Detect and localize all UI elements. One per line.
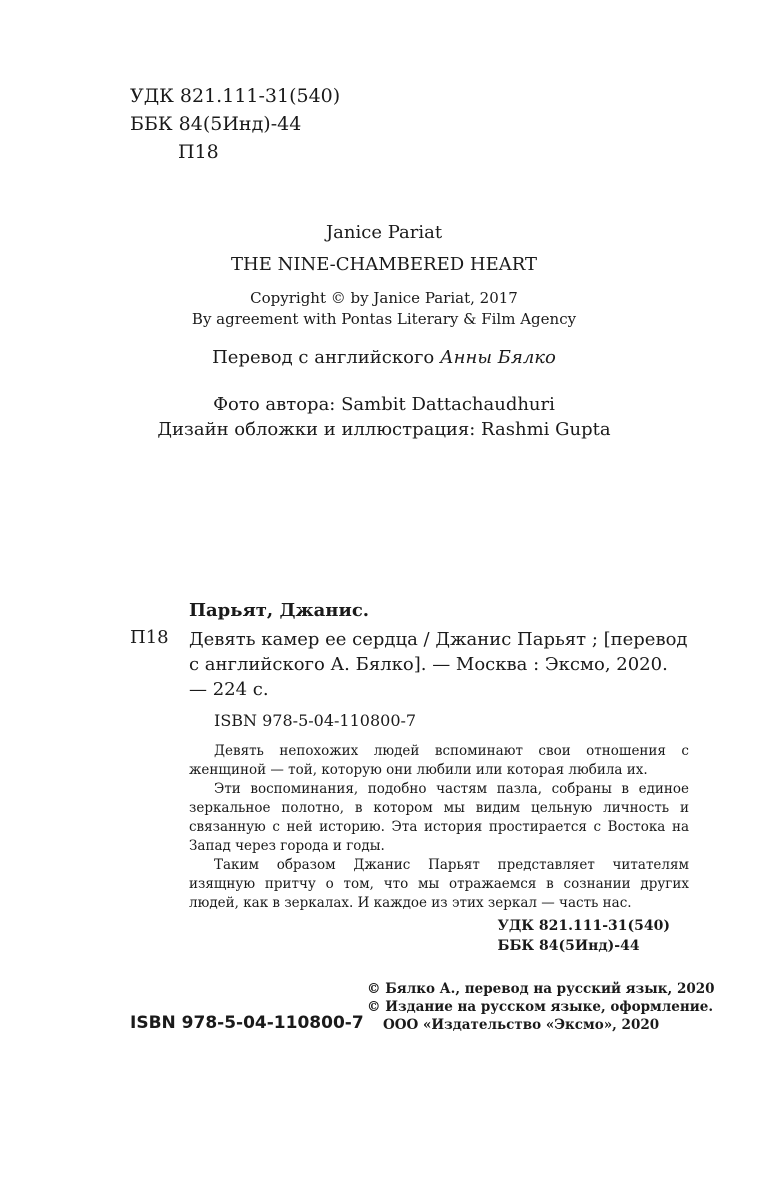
bib-isbn: ISBN 978-5-04-110800-7: [214, 711, 417, 730]
annotation: [189, 742, 689, 913]
design-credits: [0, 392, 768, 442]
original-author: Janice Pariat: [325, 222, 443, 243]
translation-prefix: Перевод с английского: [212, 347, 440, 368]
classification-codes: [130, 82, 340, 166]
bbk-code: ББК 84(5Инд)-44: [130, 113, 302, 135]
annotation-paragraph: Девять непохожих людей вспоминают свои отношения с женщиной — той, которую они любили или которая любила их.: [189, 743, 689, 778]
annotation-paragraph: Таким образом Джанис Парьят представляет читателям изящную притчу о том, что мы отражаемся в сознании других людей, как в зеркалах. И каждое из этих зеркал — часть нас.: [189, 857, 689, 911]
bbk-code-bottom: ББК 84(5Инд)-44: [497, 938, 640, 954]
annotation-paragraph: Эти воспоминания, подобно частям пазла, собраны в единое зеркальное полотно, в котором мы видим цельную личность и связанную с ней историю. Эта история простирается с Востока на Запад через города и годы.: [189, 781, 689, 854]
udk-code-bottom: УДК 821.111-31(540): [497, 918, 670, 934]
original-copyright: [0, 288, 768, 330]
author-mark: П18: [178, 141, 219, 163]
original-title: THE NINE-CHAMBERED HEART: [231, 254, 537, 275]
copyright-edition: © Издание на русском языке, оформление.: [367, 999, 714, 1015]
classification-codes-bottom: [497, 916, 670, 956]
isbn-main: ISBN 978-5-04-110800-7: [130, 1013, 364, 1033]
translation-credit: [0, 347, 768, 368]
copyright-line: Copyright © by Janice Pariat, 2017: [250, 289, 518, 307]
copyright-russian: [367, 980, 715, 1034]
bib-description: Девять камер ее сердца / Джанис Парьят ; [перевод с английского А. Бялко]. — Москва : Эксмо, 2020. — 224 с.: [189, 629, 688, 700]
bib-index: П18: [130, 627, 169, 648]
photo-credit: Фото автора: Sambit Dattachaudhuri: [213, 394, 555, 415]
agreement-line: By agreement with Pontas Literary & Film Agency: [191, 310, 577, 328]
bib-author-heading: Парьят, Джанис.: [189, 600, 370, 621]
udk-code: УДК 821.111-31(540): [130, 85, 341, 107]
copyright-publisher: ООО «Издательство «Эксмо», 2020: [383, 1017, 660, 1033]
design-credit: Дизайн обложки и иллюстрация: Rashmi Gupta: [157, 419, 611, 440]
copyright-translation: © Бялко А., перевод на русский язык, 2020: [367, 981, 715, 997]
translator-name: Анны Бялко: [439, 347, 556, 368]
